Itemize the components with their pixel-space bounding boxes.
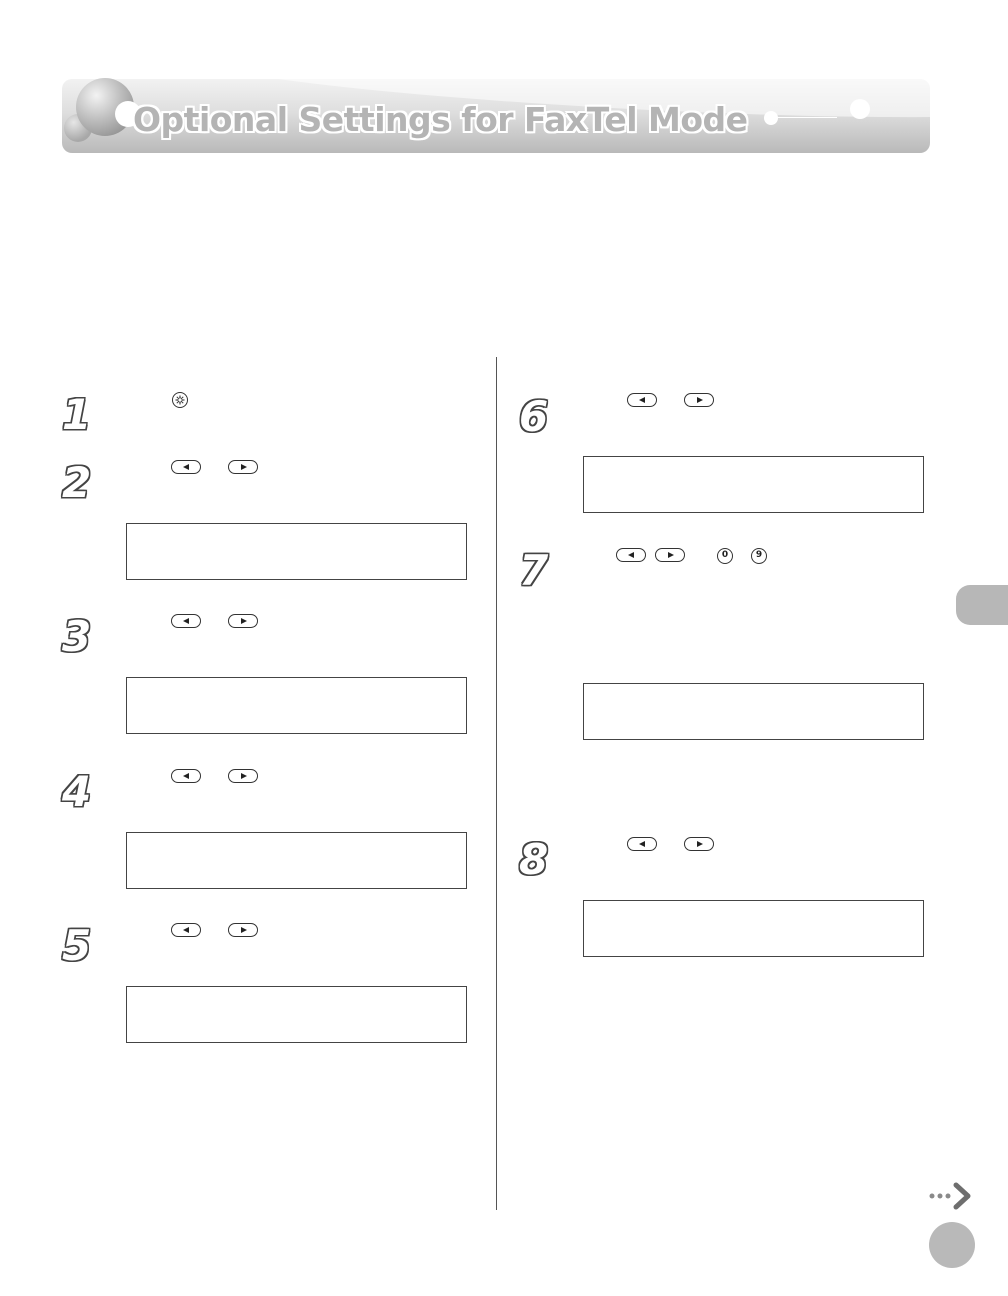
step-number: 7	[519, 546, 549, 595]
banner-dot	[764, 111, 778, 125]
banner-dot-line	[771, 117, 837, 118]
chapter-tab	[956, 585, 1008, 625]
lcd-display	[583, 456, 924, 513]
right-arrow-icon	[228, 614, 258, 628]
column-divider	[496, 357, 497, 1210]
left-arrow-icon	[627, 837, 657, 851]
lcd-display	[126, 832, 467, 889]
step-number: 4	[62, 767, 92, 816]
step-number: 6	[519, 392, 549, 441]
lcd-display	[126, 523, 467, 580]
right-arrow-icon	[228, 460, 258, 474]
right-arrow-icon	[228, 769, 258, 783]
step-number: 2	[62, 458, 92, 507]
step-number: 1	[62, 390, 92, 439]
page-title: Optional Settings for FaxTel Mode	[133, 100, 748, 139]
lcd-display	[583, 900, 924, 957]
right-arrow-icon	[684, 393, 714, 407]
left-arrow-icon	[171, 614, 201, 628]
lcd-display	[583, 683, 924, 740]
right-arrow-icon	[684, 837, 714, 851]
step-number: 3	[62, 612, 92, 661]
banner-dot	[850, 99, 870, 119]
nine-key-icon: 9	[751, 548, 767, 564]
page-number-badge	[929, 1222, 975, 1268]
lcd-display	[126, 677, 467, 734]
additional-functions-icon	[172, 392, 188, 408]
left-arrow-icon	[616, 548, 646, 562]
step-number: 5	[62, 921, 92, 970]
left-arrow-icon	[171, 460, 201, 474]
lcd-display	[126, 986, 467, 1043]
step-number: 8	[519, 835, 549, 884]
right-arrow-icon	[655, 548, 685, 562]
zero-key-icon: 0	[717, 548, 733, 564]
left-arrow-icon	[627, 393, 657, 407]
right-arrow-icon	[228, 923, 258, 937]
left-arrow-icon	[171, 769, 201, 783]
left-arrow-icon	[171, 923, 201, 937]
next-page-arrow-icon[interactable]	[928, 1180, 978, 1212]
